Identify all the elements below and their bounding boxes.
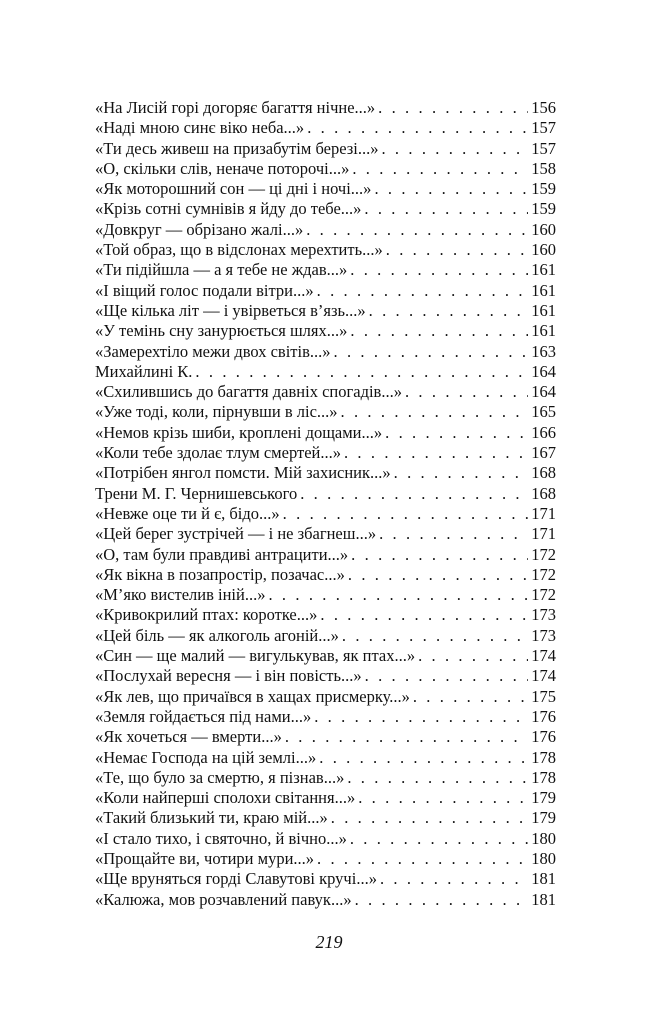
toc-entry-page: 181	[531, 889, 556, 909]
toc-entry-title: «Як хочеться — вмерти...»	[95, 727, 282, 747]
dot-leader	[362, 666, 529, 686]
toc-entry-title: «Коли тебе здолає тлум смертей...»	[95, 443, 341, 463]
dot-leader	[280, 504, 529, 524]
toc-entry	[95, 808, 556, 828]
toc-entry-title: «О, там були правдиві антрацити...»	[95, 544, 349, 564]
page-number: 219	[315, 932, 343, 952]
toc-entry-page: 179	[531, 788, 556, 808]
toc-entry-page: 172	[531, 585, 556, 605]
toc-entry-title: «Крізь сотні сумнівів я йду до тебе...»	[95, 199, 362, 219]
dot-leader	[338, 402, 529, 422]
toc-entry-page: 161	[531, 260, 556, 280]
toc-entry-title: «Наді мною синє віко неба...»	[95, 118, 305, 138]
toc-entry-page: 179	[531, 808, 556, 828]
toc-entry	[95, 443, 556, 463]
toc-entry-page: 175	[531, 686, 556, 706]
toc-entry-page: 176	[531, 727, 556, 747]
toc-entry-title: «М’яко вистелив іній...»	[95, 585, 266, 605]
dot-leader	[376, 524, 528, 544]
dot-leader	[410, 687, 528, 707]
dot-leader	[303, 220, 528, 240]
dot-leader	[361, 199, 528, 219]
toc-entry-page: 166	[531, 422, 556, 442]
dot-leader	[383, 240, 529, 260]
toc-entry	[95, 199, 556, 219]
toc-entry-title: Трени М. Г. Чернишевського	[95, 483, 298, 503]
toc-entry	[95, 829, 556, 849]
toc-entry-page: 161	[531, 300, 556, 320]
dot-leader	[375, 98, 528, 118]
toc-entry-title: «Як вікна в позапростір, позачас...»	[95, 564, 345, 584]
toc-entry-title: «На Лисій горі догоряє багаття нічне...»	[95, 98, 376, 117]
toc-entry	[95, 626, 556, 646]
toc-entry	[95, 240, 556, 260]
toc-entry-title: «Потрібен янгол помсти. Мій захисник...»	[95, 463, 391, 483]
toc-entry	[95, 98, 556, 118]
toc-entry	[95, 139, 556, 159]
dot-leader	[317, 605, 528, 625]
toc-entry-page: 176	[531, 706, 556, 726]
toc-entry-title: «Ще кілька літ — і увірветься в’язь...»	[95, 300, 366, 320]
toc-entry	[95, 423, 556, 443]
dot-leader	[328, 808, 529, 828]
toc-entry-page: 168	[531, 483, 556, 503]
toc-entry	[95, 362, 556, 382]
toc-entry-page: 165	[531, 402, 556, 422]
toc-entry	[95, 707, 556, 727]
toc-entry	[95, 118, 556, 138]
toc-entry	[95, 321, 556, 341]
toc-entry-page: 174	[531, 646, 556, 666]
toc-entry	[95, 605, 556, 625]
toc-entry-title: «У темінь сну занурюється шлях...»	[95, 321, 348, 341]
dot-leader	[331, 342, 529, 362]
toc-entry-title: «Немов крізь шиби, кроплені дощами...»	[95, 422, 383, 442]
toc-entry	[95, 342, 556, 362]
toc-entry-page: 157	[531, 138, 556, 158]
toc-entry-title: «Те, що було за смертю, я пізнав...»	[95, 767, 345, 787]
toc-entry-page: 159	[531, 199, 556, 219]
toc-entry-title: «Ти підійшла — а я тебе не ждав...»	[95, 260, 348, 280]
toc-entry	[95, 463, 556, 483]
toc-entry	[95, 890, 556, 910]
toc-entry-page: 158	[531, 158, 556, 178]
dot-leader	[282, 727, 528, 747]
toc-entry	[95, 666, 556, 686]
dot-leader	[311, 707, 528, 727]
dot-leader	[265, 585, 528, 605]
toc-entry-title: «Немає Господа на цій землі...»	[95, 747, 317, 767]
toc-entry	[95, 382, 556, 402]
toc-entry-page: 160	[531, 240, 556, 260]
toc-entry-page: 168	[531, 463, 556, 483]
toc-entry-title: «І віщий голос подали вітри...»	[95, 280, 314, 300]
toc-entry	[95, 687, 556, 707]
toc-entry-page: 180	[531, 848, 556, 868]
toc-entry	[95, 768, 556, 788]
toc-entry-title: «Той образ, що в відслонах мерехтить...»	[95, 240, 383, 260]
dot-leader	[339, 626, 528, 646]
toc-entry-title: «Прощайте ви, чотири мури...»	[95, 848, 315, 868]
toc-entry-page: 172	[531, 564, 556, 584]
toc-entry	[95, 565, 556, 585]
toc-entry	[95, 301, 556, 321]
toc-entry-title: «Ще вруняться горді Славутові кручі...»	[95, 869, 377, 889]
table-of-contents	[95, 98, 556, 910]
dot-leader	[316, 748, 528, 768]
toc-entry	[95, 220, 556, 240]
toc-entry	[95, 585, 556, 605]
dot-leader	[341, 443, 528, 463]
dot-leader	[349, 159, 528, 179]
toc-entry-title: «О, скільки слів, неначе поторочі...»	[95, 158, 350, 178]
toc-entry-title: «Послухай вересня — і він повість...»	[95, 666, 362, 686]
dot-leader	[347, 829, 528, 849]
toc-entry-title: «Схилившись до багаття давніх спогадів...»	[95, 382, 402, 402]
toc-entry-page: 171	[531, 524, 556, 544]
toc-entry-page: 172	[531, 544, 556, 564]
toc-entry	[95, 484, 556, 504]
toc-entry	[95, 402, 556, 422]
dot-leader	[344, 768, 528, 788]
toc-entry-page: 180	[531, 828, 556, 848]
dot-leader	[391, 463, 529, 483]
toc-entry-page: 157	[531, 118, 556, 138]
toc-entry-title: «Як моторошний сон — ці дні і ночі...»	[95, 179, 372, 199]
toc-entry-title: «Кривокрилий птах: коротке...»	[95, 605, 318, 625]
toc-entry-page: 159	[531, 179, 556, 199]
dot-leader	[347, 260, 528, 280]
dot-leader	[415, 646, 528, 666]
dot-leader	[345, 565, 528, 585]
dot-leader	[382, 423, 528, 443]
toc-entry-page: 161	[531, 280, 556, 300]
toc-entry	[95, 869, 556, 889]
toc-entry	[95, 260, 556, 280]
toc-entry-title: «Довкруг — обрізано жалі...»	[95, 219, 304, 239]
toc-entry-page: 156	[531, 98, 556, 117]
toc-entry-page: 161	[531, 321, 556, 341]
dot-leader	[297, 484, 528, 504]
toc-entry	[95, 646, 556, 666]
toc-entry-title: «Коли найперші сполохи світання...»	[95, 788, 356, 808]
toc-entry-title: «Син — ще малий — вигулькував, як птах...»	[95, 646, 416, 666]
toc-entry-title: «Калюжа, мов розчавлений павук...»	[95, 889, 352, 909]
toc-entry-title: «Такий близький ти, краю мій...»	[95, 808, 328, 828]
toc-entry-page: 174	[531, 666, 556, 686]
toc-entry-title: «Цей берег зустрічей — і не збагнеш...»	[95, 524, 377, 544]
toc-entry	[95, 788, 556, 808]
toc-entry-title: «Уже тоді, коли, пірнувши в ліс...»	[95, 402, 338, 422]
toc-entry-page: 181	[531, 869, 556, 889]
toc-entry-title: «Невже оце ти й є, бідо...»	[95, 503, 280, 523]
toc-entry-page: 164	[531, 361, 556, 381]
dot-leader	[347, 321, 528, 341]
dot-leader	[402, 382, 528, 402]
toc-entry-page: 178	[531, 767, 556, 787]
toc-entry-page: 173	[531, 625, 556, 645]
toc-entry	[95, 727, 556, 747]
toc-entry-title: «Замерехтіло межи двох світів...»	[95, 341, 331, 361]
dot-leader	[304, 118, 528, 138]
toc-entry-title: «Як лев, що причаївся в хащах присмерку...»	[95, 686, 410, 706]
toc-entry-page: 160	[531, 219, 556, 239]
dot-leader	[371, 179, 528, 199]
toc-entry-title: «Ти десь живеш на призабутім березі...»	[95, 138, 379, 158]
toc-entry-title: «Цей біль — як алкоголь агоній...»	[95, 625, 339, 645]
dot-leader	[377, 869, 528, 889]
dot-leader	[366, 301, 529, 321]
toc-entry-page: 164	[531, 382, 556, 402]
toc-entry	[95, 281, 556, 301]
toc-entry	[95, 504, 556, 524]
toc-entry-page: 178	[531, 747, 556, 767]
toc-entry	[95, 159, 556, 179]
toc-entry	[95, 849, 556, 869]
toc-entry-page: 163	[531, 341, 556, 361]
dot-leader	[352, 890, 529, 910]
dot-leader	[314, 849, 528, 869]
toc-entry	[95, 545, 556, 565]
dot-leader	[378, 139, 528, 159]
dot-leader	[314, 281, 529, 301]
toc-entry-title: «Земля гойдається під нами...»	[95, 706, 312, 726]
dot-leader	[355, 788, 528, 808]
toc-entry	[95, 179, 556, 199]
toc-entry	[95, 524, 556, 544]
toc-entry	[95, 748, 556, 768]
dot-leader	[348, 545, 528, 565]
toc-entry-page: 167	[531, 443, 556, 463]
toc-entry-title: Михайлині К.	[95, 361, 193, 381]
toc-entry-page: 173	[531, 605, 556, 625]
toc-entry-title: «І стало тихо, і святочно, й вічно...»	[95, 828, 347, 848]
dot-leader	[192, 362, 528, 382]
toc-entry-page: 171	[531, 503, 556, 523]
